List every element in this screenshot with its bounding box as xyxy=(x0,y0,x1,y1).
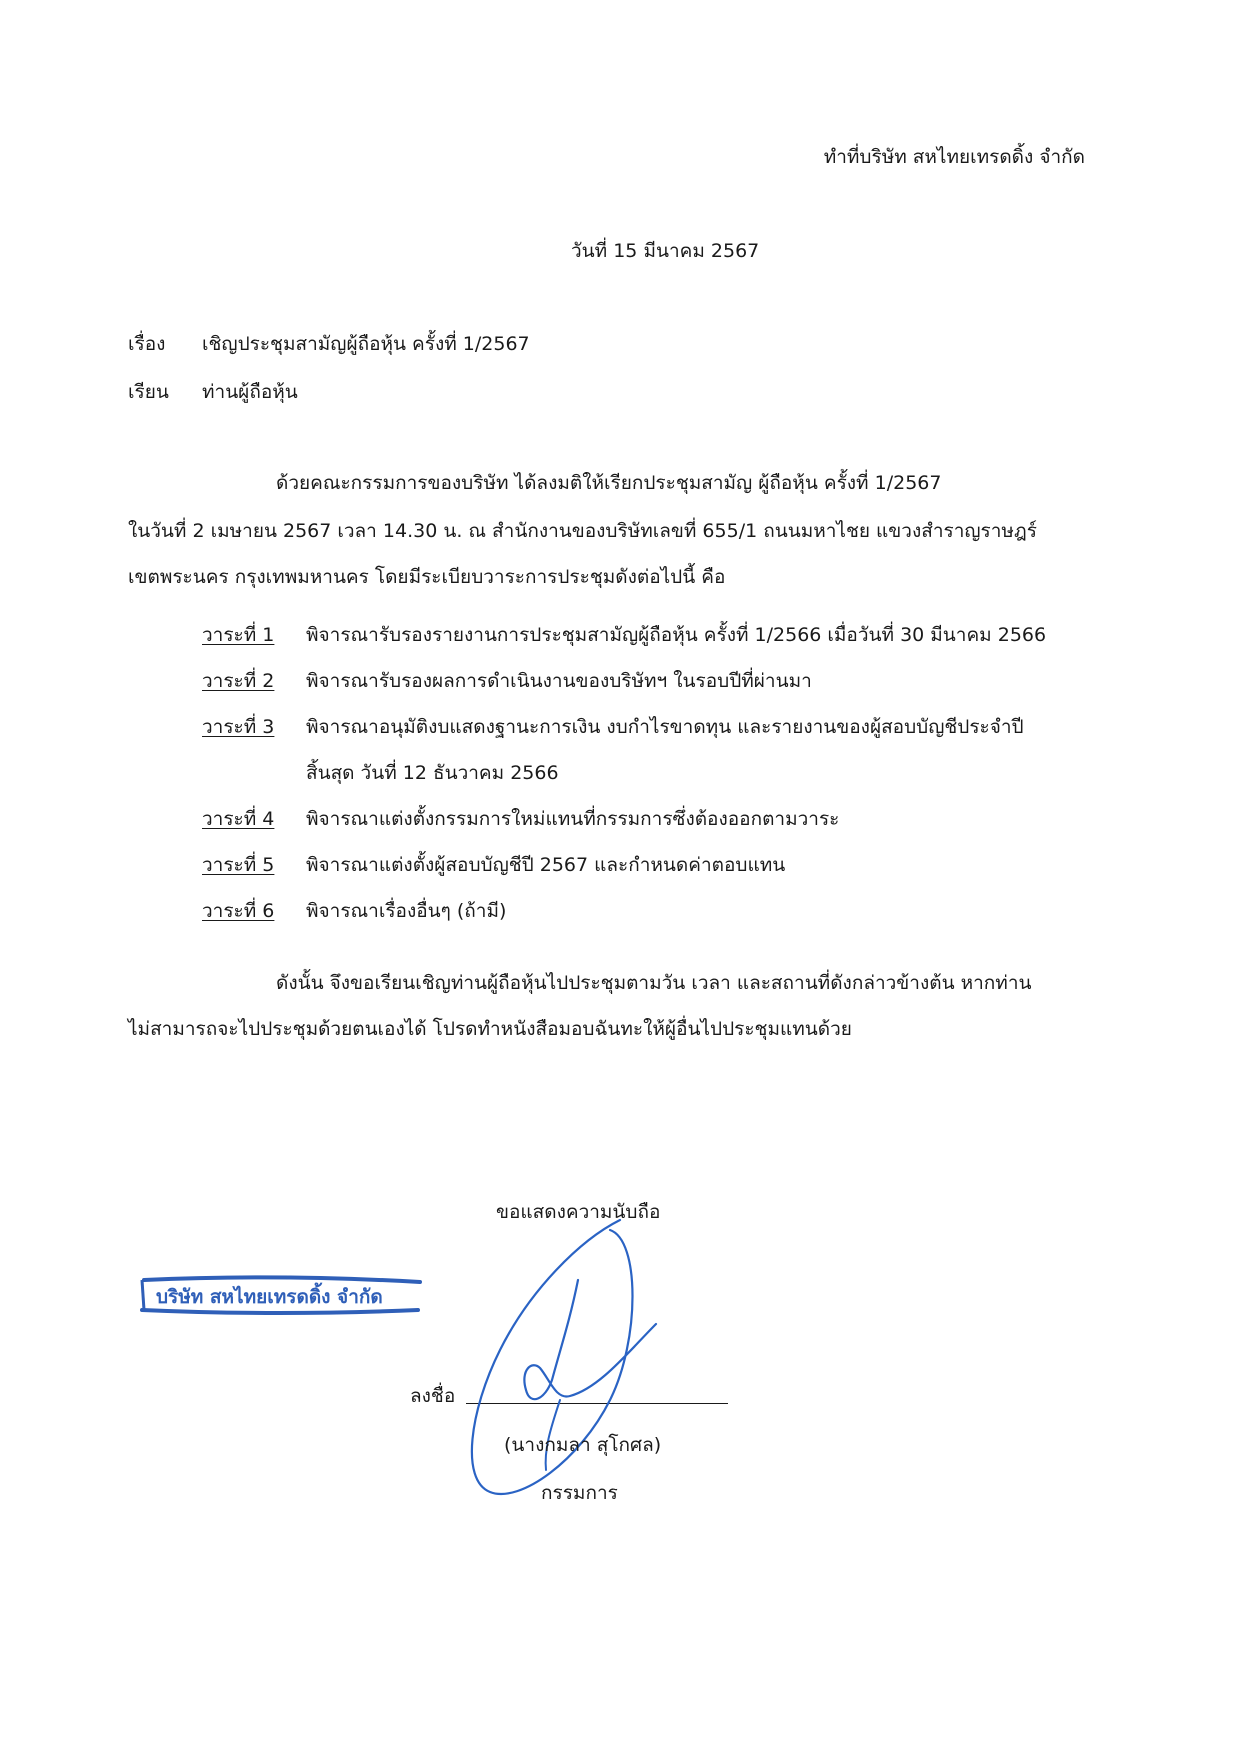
agenda-label-3: วาระที่ 3 xyxy=(202,716,275,738)
agenda-text-6: พิจารณาเรื่องอื่นๆ (ถ้ามี) xyxy=(306,900,507,922)
agenda-text-3: พิจารณาอนุมัติงบแสดงฐานะการเงิน งบกำไรขาดทุน และรายงานของผู้สอบบัญชีประจำปี xyxy=(306,716,1024,738)
subject-label: เรื่อง xyxy=(128,333,166,355)
agenda-text-4: พิจารณาแต่งตั้งกรรมการใหม่แทนที่กรรมการซึ่งต้องออกตามวาระ xyxy=(306,808,840,830)
signer-name: (นางกมลา สุโกศล) xyxy=(504,1434,662,1456)
sign-label: ลงชื่อ xyxy=(410,1385,456,1407)
agenda-text-2: พิจารณารับรองผลการดำเนินงานของบริษัทฯ ในรอบปีที่ผ่านมา xyxy=(306,670,812,692)
body-para1-line1: ด้วยคณะกรรมการของบริษัท ได้ลงมติให้เรียกประชุมสามัญ ผู้ถือหุ้น ครั้งที่ 1/2567 xyxy=(276,472,942,494)
agenda-label-5: วาระที่ 5 xyxy=(202,854,275,876)
subject-text: เชิญประชุมสามัญผู้ถือหุ้น ครั้งที่ 1/2567 xyxy=(202,333,530,355)
signature-mark xyxy=(460,1200,690,1510)
place-line: ทำที่บริษัท สหไทยเทรดดิ้ง จำกัด xyxy=(823,146,1085,168)
signer-title: กรรมการ xyxy=(541,1482,618,1504)
agenda-label-2: วาระที่ 2 xyxy=(202,670,275,692)
agenda-label-6: วาระที่ 6 xyxy=(202,900,275,922)
to-label: เรียน xyxy=(128,381,169,403)
date-line: วันที่ 15 มีนาคม 2567 xyxy=(571,240,760,262)
body-para1-line3: เขตพระนคร กรุงเทพมหานคร โดยมีระเบียบวาระการประชุมดังต่อไปนี้ คือ xyxy=(128,566,726,588)
agenda-text-5: พิจารณาแต่งตั้งผู้สอบบัญชีปี 2567 และกำหนดค่าตอบแทน xyxy=(306,854,786,876)
agenda-label-1: วาระที่ 1 xyxy=(202,624,275,646)
agenda-label-4: วาระที่ 4 xyxy=(202,808,275,830)
body-para2-line1: ดังนั้น จึงขอเรียนเชิญท่านผู้ถือหุ้นไปประชุมตามวัน เวลา และสถานที่ดังกล่าวข้างต้น หากท่าน xyxy=(276,972,1032,994)
body-para2-line2: ไม่สามารถจะไปประชุมด้วยตนเองได้ โปรดทำหนังสือมอบฉันทะให้ผู้อื่นไปประชุมแทนด้วย xyxy=(128,1018,852,1040)
agenda-text-1: พิจารณารับรองรายงานการประชุมสามัญผู้ถือหุ้น ครั้งที่ 1/2566 เมื่อวันที่ 30 มีนาคม 2566 xyxy=(306,624,1047,646)
agenda-text-3-cont: สิ้นสุด วันที่ 12 ธันวาคม 2566 xyxy=(306,762,559,784)
company-stamp xyxy=(138,1270,424,1320)
svg-text:บริษัท สหไทยเทรดดิ้ง จำกัด: บริษัท สหไทยเทรดดิ้ง จำกัด xyxy=(156,1286,383,1308)
closing-regards: ขอแสดงความนับถือ xyxy=(496,1201,661,1223)
body-para1-line2: ในวันที่ 2 เมษายน 2567 เวลา 14.30 น. ณ สำนักงานของบริษัทเลขที่ 655/1 ถนนมหาไชย แขวงสำราญราษฎร์ xyxy=(128,520,1037,542)
to-text: ท่านผู้ถือหุ้น xyxy=(202,381,298,403)
